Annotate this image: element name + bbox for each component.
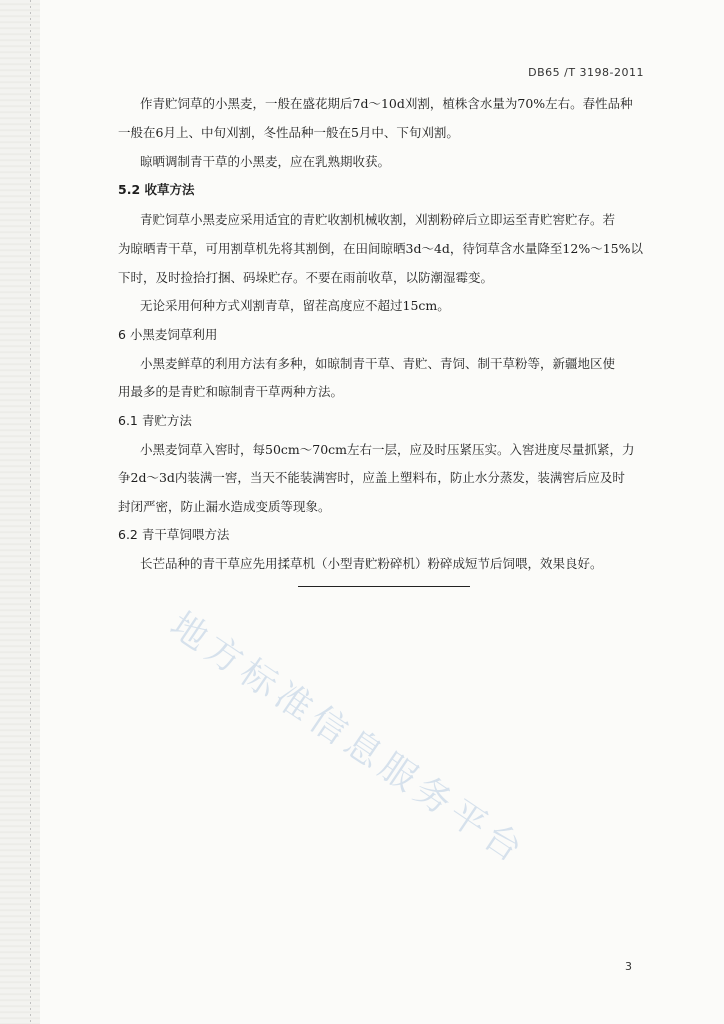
paragraph-line: 封闭严密，防止漏水造成变质等现象。	[118, 499, 331, 514]
paragraph-line: 一般在6月上、中旬刈割，冬性品种一般在5月中、下旬刈割。	[118, 125, 459, 140]
paragraph-line: 小黑麦饲草入窖时，每50cm～70cm左右一层，应及时压紧压实。入窖进度尽量抓紧，力	[140, 442, 635, 457]
paragraph-line: 长芒品种的青干草应先用揉草机（小型青贮粉碎机）粉碎成短节后饲喂，效果良好。	[140, 556, 603, 571]
standard-code-header: DB65 /T 3198-2011	[528, 66, 644, 79]
page-number: 3	[625, 960, 632, 973]
section-heading-6-1: 6.1 青贮方法	[118, 413, 192, 428]
paragraph-line: 晾晒调制青干草的小黑麦，应在乳熟期收获。	[140, 154, 391, 169]
paragraph-line: 下时，及时捡拾打捆、码垛贮存。不要在雨前收草，以防潮湿霉变。	[118, 270, 494, 285]
scan-edge	[0, 0, 40, 1024]
paragraph-line: 小黑麦鲜草的利用方法有多种，如晾制青干草、青贮、青饲、制干草粉等，新疆地区使	[140, 356, 616, 371]
paragraph-line: 争2d～3d内装满一窖，当天不能装满窖时，应盖上塑料布，防止水分蒸发，装满窖后应及时	[118, 470, 625, 485]
paragraph-line: 作青贮饲草的小黑麦，一般在盛花期后7d～10d刈割，植株含水量为70%左右。春性品种	[140, 96, 633, 111]
paragraph-line: 无论采用何种方式刈割青草，留茬高度应不超过15cm。	[140, 298, 450, 313]
end-rule	[298, 586, 470, 587]
section-heading-6: 6 小黑麦饲草利用	[118, 327, 218, 342]
section-heading-5-2: 5.2 收草方法	[118, 182, 195, 197]
paragraph-line: 青贮饲草小黑麦应采用适宜的青贮收割机械收割，刈割粉碎后立即运至青贮窖贮存。若	[140, 212, 616, 227]
watermark: 地方标准信息服务平台	[162, 604, 534, 874]
section-heading-6-2: 6.2 青干草饲喂方法	[118, 527, 230, 542]
paragraph-line: 为晾晒青干草，可用割草机先将其割倒，在田间晾晒3d～4d，待饲草含水量降至12%～15%以	[118, 241, 643, 256]
paragraph-line: 用最多的是青贮和晾制青干草两种方法。	[118, 384, 344, 399]
